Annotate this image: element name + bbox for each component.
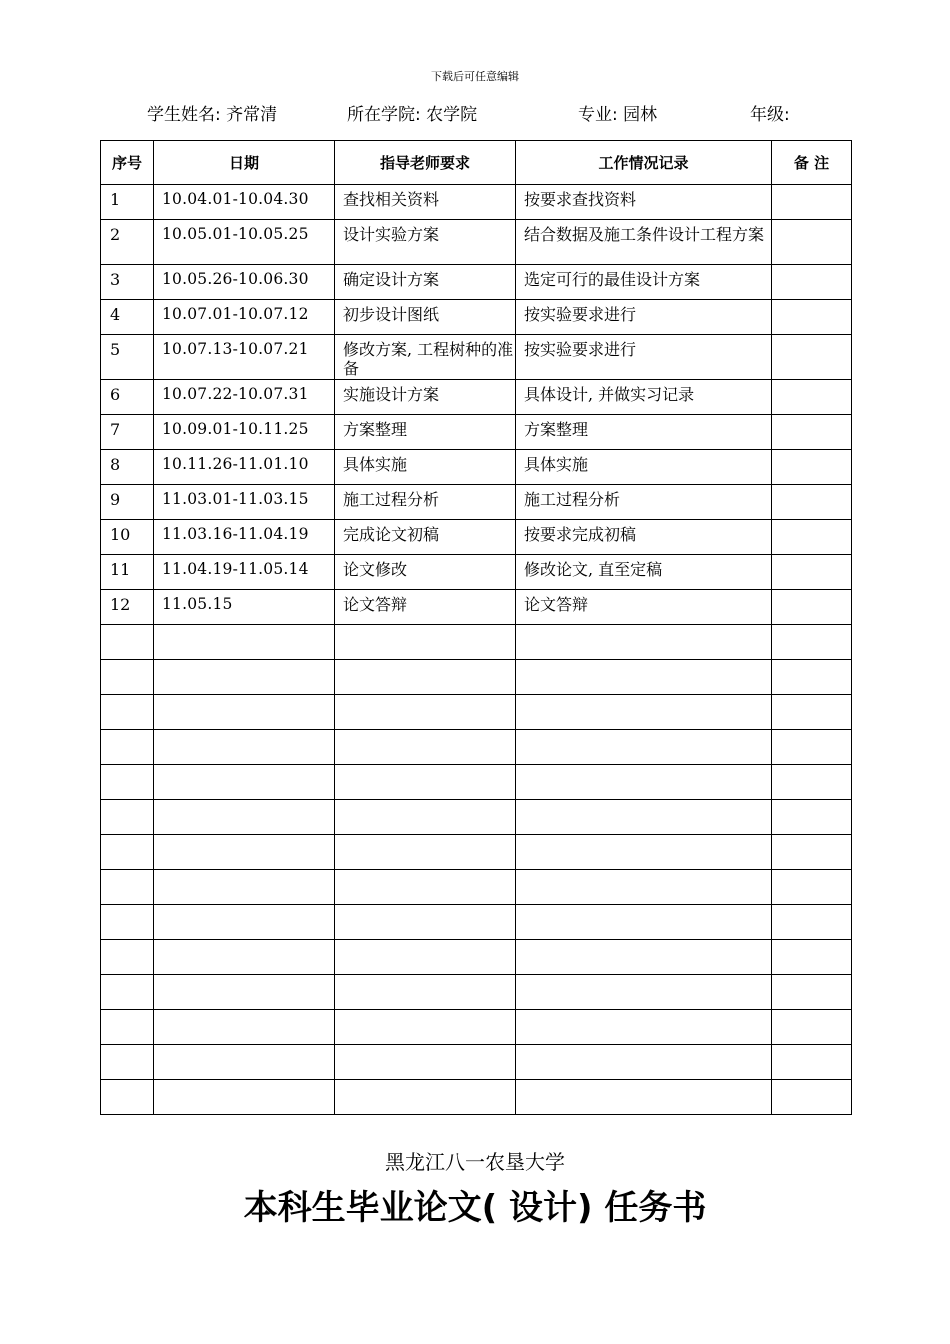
- empty-cell: [772, 730, 852, 765]
- empty-cell: [516, 695, 772, 730]
- empty-cell: [516, 940, 772, 975]
- cell-advisor-requirement: 方案整理: [335, 415, 516, 450]
- table-row: [101, 450, 852, 485]
- table-row: [101, 555, 852, 590]
- cell-index: 1: [101, 185, 154, 220]
- major: 专业: 园林: [578, 105, 658, 125]
- cell-date: 10.05.26-10.06.30: [154, 265, 335, 300]
- empty-cell: [335, 695, 516, 730]
- cell-remarks: [772, 220, 852, 265]
- empty-cell: [101, 800, 154, 835]
- cell-work-record: 按要求完成初稿: [516, 520, 772, 555]
- empty-cell: [516, 835, 772, 870]
- empty-cell: [335, 765, 516, 800]
- table-row: [101, 220, 852, 265]
- empty-cell: [335, 870, 516, 905]
- empty-cell: [154, 1045, 335, 1080]
- empty-cell: [154, 660, 335, 695]
- empty-table-row: [101, 1045, 852, 1080]
- empty-cell: [154, 1080, 335, 1115]
- empty-cell: [772, 660, 852, 695]
- cell-index: 6: [101, 380, 154, 415]
- cell-date: 10.07.22-10.07.31: [154, 380, 335, 415]
- empty-cell: [101, 765, 154, 800]
- empty-cell: [516, 1045, 772, 1080]
- cell-work-record: 按实验要求进行: [516, 335, 772, 380]
- cell-advisor-requirement: 实施设计方案: [335, 380, 516, 415]
- empty-cell: [101, 1080, 154, 1115]
- cell-date: 10.09.01-10.11.25: [154, 415, 335, 450]
- empty-cell: [154, 800, 335, 835]
- table-row: [101, 380, 852, 415]
- header-date: 日期: [154, 141, 335, 185]
- cell-remarks: [772, 450, 852, 485]
- cell-remarks: [772, 335, 852, 380]
- cell-date: 11.03.01-11.03.15: [154, 485, 335, 520]
- cell-remarks: [772, 415, 852, 450]
- empty-cell: [516, 765, 772, 800]
- empty-cell: [772, 905, 852, 940]
- cell-advisor-requirement: 确定设计方案: [335, 265, 516, 300]
- empty-cell: [335, 800, 516, 835]
- empty-cell: [335, 940, 516, 975]
- grade: 年级:: [750, 105, 790, 125]
- empty-cell: [516, 905, 772, 940]
- empty-table-row: [101, 1010, 852, 1045]
- empty-cell: [101, 625, 154, 660]
- empty-cell: [335, 1080, 516, 1115]
- empty-cell: [101, 730, 154, 765]
- empty-cell: [516, 800, 772, 835]
- empty-cell: [772, 1080, 852, 1115]
- cell-work-record: 论文答辩: [516, 590, 772, 625]
- cell-remarks: [772, 300, 852, 335]
- table-row: [101, 335, 852, 380]
- work-log-table: [100, 140, 852, 1115]
- empty-cell: [154, 870, 335, 905]
- college: 所在学院: 农学院: [347, 105, 478, 125]
- empty-cell: [335, 660, 516, 695]
- cell-advisor-requirement: 完成论文初稿: [335, 520, 516, 555]
- cell-remarks: [772, 520, 852, 555]
- empty-cell: [154, 695, 335, 730]
- empty-cell: [772, 765, 852, 800]
- empty-cell: [335, 975, 516, 1010]
- empty-cell: [154, 905, 335, 940]
- cell-advisor-requirement: 初步设计图纸: [335, 300, 516, 335]
- cell-advisor-requirement: 查找相关资料: [335, 185, 516, 220]
- empty-cell: [101, 905, 154, 940]
- empty-cell: [154, 730, 335, 765]
- empty-cell: [772, 1010, 852, 1045]
- empty-cell: [101, 870, 154, 905]
- header-note: 下载后可任意编辑: [431, 70, 519, 83]
- empty-cell: [101, 1045, 154, 1080]
- empty-cell: [772, 835, 852, 870]
- cell-remarks: [772, 380, 852, 415]
- cell-remarks: [772, 485, 852, 520]
- header-work-record: 工作情况记录: [516, 141, 772, 185]
- cell-index: 2: [101, 220, 154, 265]
- document-title: 本科生毕业论文( 设计) 任务书: [243, 1188, 707, 1228]
- empty-cell: [516, 870, 772, 905]
- cell-index: 9: [101, 485, 154, 520]
- empty-cell: [516, 975, 772, 1010]
- empty-cell: [154, 765, 335, 800]
- empty-cell: [772, 1045, 852, 1080]
- empty-table-row: [101, 905, 852, 940]
- cell-work-record: 按实验要求进行: [516, 300, 772, 335]
- cell-work-record: 修改论文, 直至定稿: [516, 555, 772, 590]
- cell-date: 10.04.01-10.04.30: [154, 185, 335, 220]
- cell-date: 10.07.01-10.07.12: [154, 300, 335, 335]
- empty-cell: [335, 1045, 516, 1080]
- cell-index: 4: [101, 300, 154, 335]
- empty-cell: [335, 730, 516, 765]
- cell-advisor-requirement: 论文答辩: [335, 590, 516, 625]
- cell-advisor-requirement: 具体实施: [335, 450, 516, 485]
- cell-advisor-requirement: 修改方案, 工程树种的准备: [335, 335, 516, 380]
- empty-table-row: [101, 625, 852, 660]
- empty-cell: [154, 835, 335, 870]
- cell-index: 7: [101, 415, 154, 450]
- empty-table-row: [101, 940, 852, 975]
- cell-date: 11.05.15: [154, 590, 335, 625]
- cell-index: 12: [101, 590, 154, 625]
- cell-date: 10.07.13-10.07.21: [154, 335, 335, 380]
- cell-date: 11.04.19-11.05.14: [154, 555, 335, 590]
- empty-cell: [101, 1010, 154, 1045]
- empty-cell: [101, 660, 154, 695]
- empty-cell: [335, 625, 516, 660]
- table-row: [101, 185, 852, 220]
- empty-cell: [516, 625, 772, 660]
- cell-index: 11: [101, 555, 154, 590]
- cell-remarks: [772, 590, 852, 625]
- empty-cell: [516, 1080, 772, 1115]
- empty-cell: [772, 800, 852, 835]
- empty-table-row: [101, 765, 852, 800]
- empty-cell: [335, 835, 516, 870]
- empty-cell: [101, 835, 154, 870]
- empty-cell: [154, 1010, 335, 1045]
- student-info-row: [0, 100, 950, 124]
- cell-work-record: 结合数据及施工条件设计工程方案: [516, 220, 772, 265]
- table-row: [101, 590, 852, 625]
- table-row: [101, 300, 852, 335]
- empty-cell: [101, 695, 154, 730]
- empty-cell: [154, 975, 335, 1010]
- cell-index: 8: [101, 450, 154, 485]
- empty-cell: [772, 625, 852, 660]
- cell-date: 10.05.01-10.05.25: [154, 220, 335, 265]
- empty-cell: [772, 695, 852, 730]
- empty-cell: [516, 1010, 772, 1045]
- empty-cell: [335, 905, 516, 940]
- empty-table-row: [101, 870, 852, 905]
- empty-cell: [772, 940, 852, 975]
- cell-work-record: 选定可行的最佳设计方案: [516, 265, 772, 300]
- cell-index: 10: [101, 520, 154, 555]
- table-row: [101, 485, 852, 520]
- empty-table-row: [101, 800, 852, 835]
- header-index: 序号: [101, 141, 154, 185]
- cell-advisor-requirement: 施工过程分析: [335, 485, 516, 520]
- cell-index: 5: [101, 335, 154, 380]
- cell-index: 3: [101, 265, 154, 300]
- empty-cell: [335, 1010, 516, 1045]
- empty-cell: [772, 870, 852, 905]
- empty-cell: [101, 940, 154, 975]
- cell-remarks: [772, 555, 852, 590]
- empty-table-row: [101, 660, 852, 695]
- table-row: [101, 415, 852, 450]
- cell-work-record: 具体实施: [516, 450, 772, 485]
- cell-date: 10.11.26-11.01.10: [154, 450, 335, 485]
- empty-cell: [154, 940, 335, 975]
- cell-work-record: 具体设计, 并做实习记录: [516, 380, 772, 415]
- empty-table-row: [101, 1080, 852, 1115]
- empty-cell: [154, 625, 335, 660]
- cell-advisor-requirement: 论文修改: [335, 555, 516, 590]
- empty-cell: [516, 730, 772, 765]
- table-header-row: [101, 141, 852, 185]
- cell-work-record: 方案整理: [516, 415, 772, 450]
- university-name: 黑龙江八一农垦大学: [385, 1150, 565, 1174]
- header-remarks: 备 注: [772, 141, 852, 185]
- empty-table-row: [101, 835, 852, 870]
- empty-table-row: [101, 730, 852, 765]
- cell-advisor-requirement: 设计实验方案: [335, 220, 516, 265]
- cell-work-record: 施工过程分析: [516, 485, 772, 520]
- header-advisor-requirement: 指导老师要求: [335, 141, 516, 185]
- cell-remarks: [772, 265, 852, 300]
- cell-date: 11.03.16-11.04.19: [154, 520, 335, 555]
- student-name: 学生姓名: 齐常清: [147, 105, 278, 125]
- empty-cell: [516, 660, 772, 695]
- empty-cell: [772, 975, 852, 1010]
- empty-table-row: [101, 975, 852, 1010]
- table-row: [101, 520, 852, 555]
- empty-table-row: [101, 695, 852, 730]
- table-row: [101, 265, 852, 300]
- cell-work-record: 按要求查找资料: [516, 185, 772, 220]
- empty-cell: [101, 975, 154, 1010]
- cell-remarks: [772, 185, 852, 220]
